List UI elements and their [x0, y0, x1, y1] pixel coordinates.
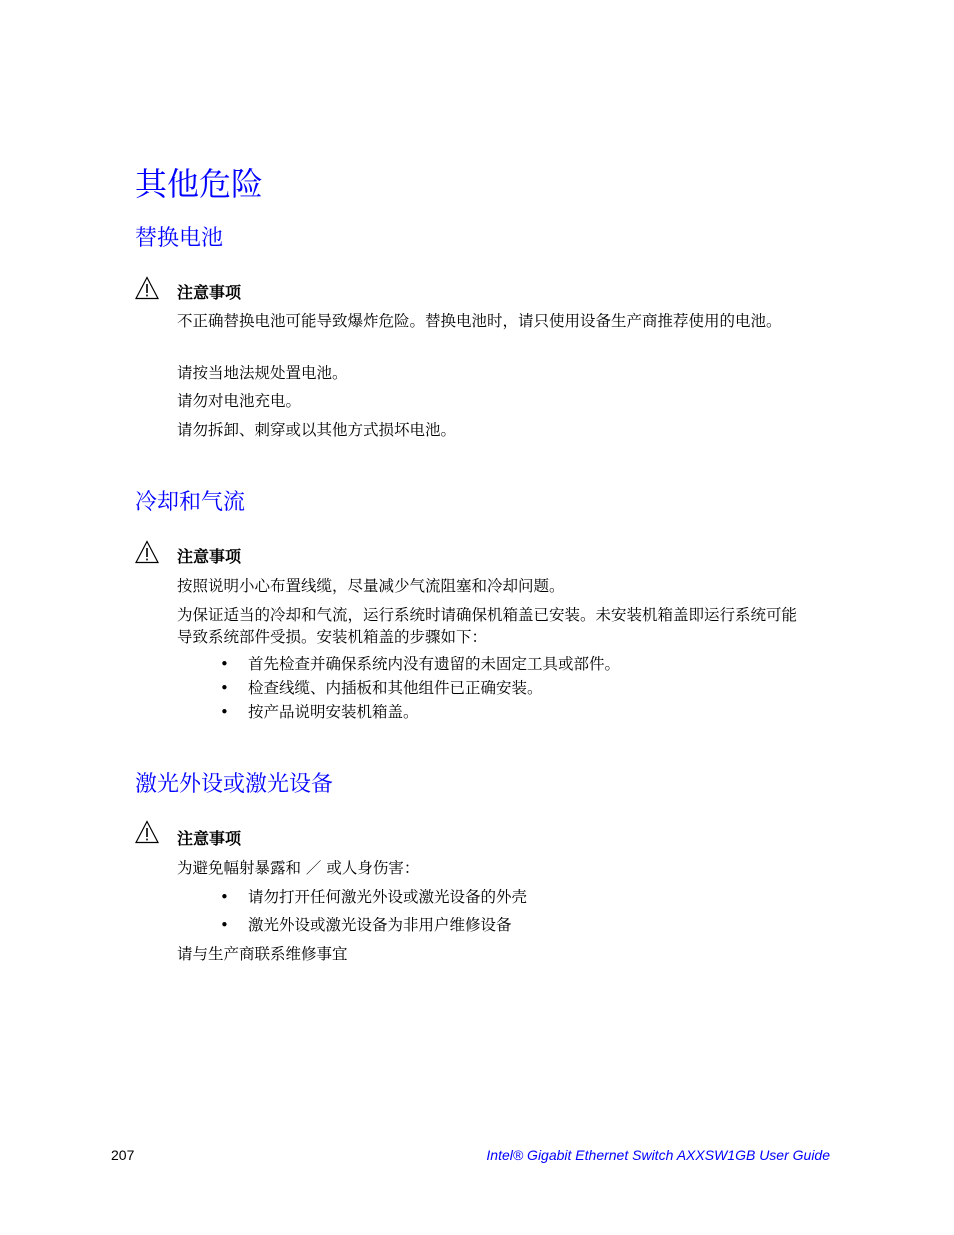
page-title: 其他危险 [135, 165, 264, 203]
list-item [220, 914, 810, 936]
list-item [220, 653, 810, 675]
paragraph: 不正确替换电池可能导致爆炸危险。替换电池时，请只使用设备生产商推荐使用的电池。 [177, 312, 782, 330]
caution-label: 注意事项 [177, 829, 242, 848]
warning-triangle-icon [135, 820, 159, 844]
list-item [220, 886, 810, 908]
warning-triangle-icon [135, 540, 159, 564]
section-heading-laser: 激光外设或激光设备 [135, 772, 334, 797]
paragraph: 请按当地法规处置电池。 [177, 364, 348, 382]
list-item-text: 检查线缆、内插板和其他组件已正确安装。 [248, 679, 543, 697]
list-item-text: 请勿打开任何激光外设或激光设备的外壳 [248, 888, 528, 906]
paragraph: 按照说明小心布置线缆，尽量减少气流阻塞和冷却问题。 [177, 577, 565, 595]
list-item [220, 701, 810, 723]
bullet-icon: • [220, 703, 229, 721]
caution-label: 注意事项 [177, 547, 242, 566]
warning-triangle-icon [135, 276, 159, 300]
section-heading-cooling: 冷却和气流 [135, 490, 246, 515]
list-item-text: 按产品说明安装机箱盖。 [248, 703, 419, 721]
list-item [220, 677, 810, 699]
bullet-icon: • [220, 655, 229, 673]
list-item-text: 激光外设或激光设备为非用户维修设备 [248, 916, 512, 934]
paragraph: 请勿拆卸、刺穿或以其他方式损坏电池。 [177, 421, 457, 439]
footer-doc-title: Intel® Gigabit Ethernet Switch AXXSW1GB User Guide [486, 1147, 830, 1163]
paragraph: 请勿对电池充电。 [177, 392, 302, 410]
paragraph: 为避免幅射暴露和 ／ 或人身伤害： [177, 859, 420, 877]
section-heading-battery: 替换电池 [135, 226, 224, 251]
paragraph: 请与生产商联系维修事宜 [177, 945, 348, 963]
caution-label: 注意事项 [177, 283, 242, 302]
paragraph: 为保证适当的冷却和气流，运行系统时请确保机箱盖已安装。未安装机箱盖即运行系统可能导致系统部件受损。安装机箱盖的步骤如下： [177, 606, 798, 646]
bullet-icon: • [220, 679, 229, 697]
page-number: 207 [111, 1147, 135, 1163]
bullet-icon: • [220, 916, 229, 934]
bullet-icon: • [220, 888, 229, 906]
list-item-text: 首先检查并确保系统内没有遗留的未固定工具或部件。 [248, 655, 621, 673]
